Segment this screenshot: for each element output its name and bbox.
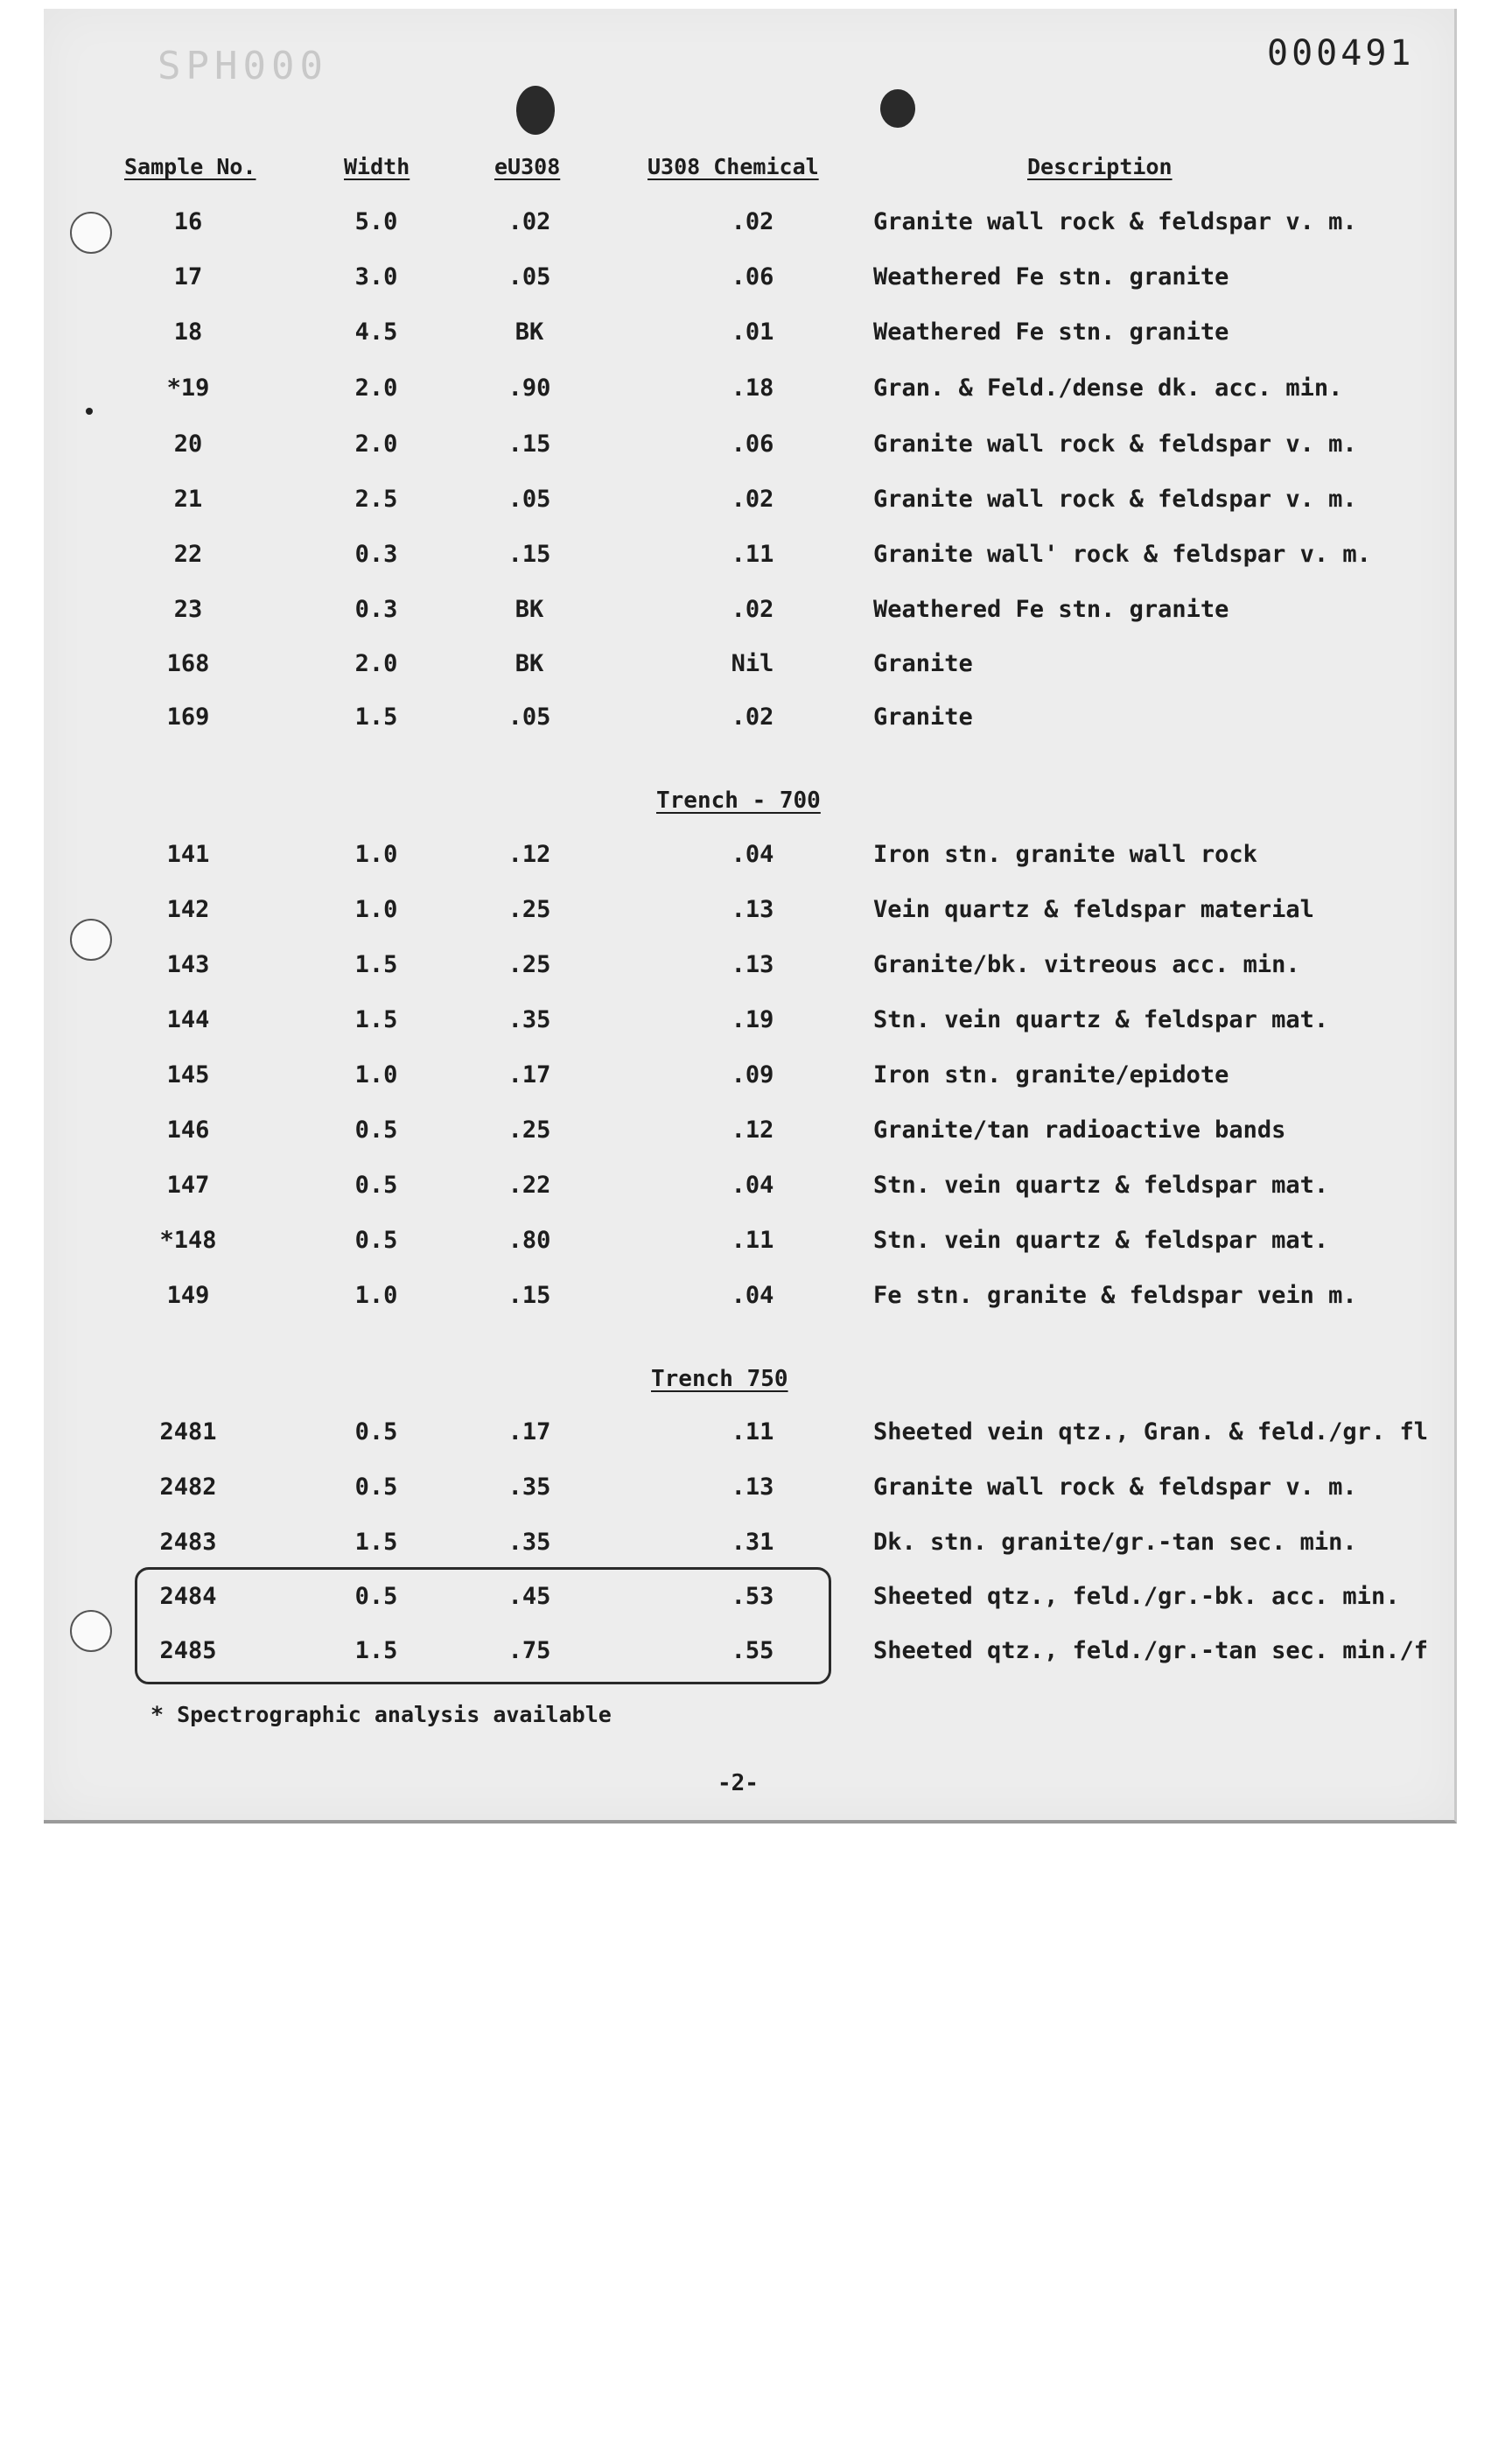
table-row: [44, 208, 1454, 243]
description-cell: Dk. stn. granite/gr.-tan sec. min.: [873, 1529, 1357, 1556]
eu308-cell: .17: [508, 1061, 551, 1088]
u308-chemical-cell: .09: [731, 1061, 774, 1088]
description-cell: Fe stn. granite & feldspar vein m.: [873, 1282, 1357, 1309]
sample-no-cell: 141: [166, 841, 210, 868]
description-cell: Granite/tan radioactive bands: [873, 1116, 1286, 1144]
eu308-cell: BK: [514, 318, 544, 346]
description-cell: Iron stn. granite/epidote: [873, 1061, 1229, 1088]
width-cell: 0.5: [354, 1583, 398, 1610]
eu308-cell: .75: [508, 1637, 551, 1664]
sample-no-cell: 17: [173, 263, 203, 290]
eu308-cell: BK: [514, 650, 544, 677]
u308-chemical-cell: .11: [731, 1227, 774, 1254]
u308-chemical-cell: .02: [731, 486, 774, 513]
u308-chemical-cell: .02: [731, 208, 774, 235]
table-row: [44, 1474, 1454, 1508]
eu308-cell: .22: [508, 1172, 551, 1199]
description-cell: Granite: [873, 704, 973, 731]
u308-chemical-cell: .13: [731, 1474, 774, 1501]
width-cell: 1.5: [354, 1637, 398, 1664]
eu308-cell: .12: [508, 841, 551, 868]
u308-chemical-cell: .01: [731, 318, 774, 346]
table-row: [44, 1061, 1454, 1096]
sample-no-cell: 20: [173, 430, 203, 458]
table-row: [44, 896, 1454, 931]
sample-no-cell: 2482: [159, 1474, 217, 1501]
sample-no-cell: 146: [166, 1116, 210, 1144]
eu308-cell: .15: [508, 430, 551, 458]
description-cell: Granite wall' rock & feldspar v. m.: [873, 541, 1371, 568]
description-cell: Stn. vein quartz & feldspar mat.: [873, 1227, 1329, 1254]
u308-chemical-cell: .18: [731, 374, 774, 402]
document-number: 000491: [1267, 33, 1415, 74]
sample-no-cell: 143: [166, 951, 210, 978]
width-cell: 0.5: [354, 1116, 398, 1144]
u308-chemical-cell: Nil: [731, 650, 774, 677]
width-cell: 2.0: [354, 374, 398, 402]
description-cell: Granite/bk. vitreous acc. min.: [873, 951, 1300, 978]
width-cell: 2.0: [354, 430, 398, 458]
description-cell: Granite wall rock & feldspar v. m.: [873, 430, 1357, 458]
u308-chemical-cell: .06: [731, 263, 774, 290]
punch-mark-left: [516, 86, 555, 135]
sample-no-cell: 23: [173, 596, 203, 623]
table-row: [44, 1418, 1454, 1453]
sample-no-cell: 21: [173, 486, 203, 513]
u308-chemical-cell: .12: [731, 1116, 774, 1144]
width-cell: 0.5: [354, 1418, 398, 1446]
table-row: [44, 1282, 1454, 1317]
sample-no-cell: 147: [166, 1172, 210, 1199]
eu308-cell: .05: [508, 704, 551, 731]
u308-chemical-cell: .13: [731, 896, 774, 923]
u308-chemical-cell: .11: [731, 1418, 774, 1446]
faint-stamp: SPH000: [158, 44, 328, 88]
footnote: * Spectrographic analysis available: [150, 1702, 612, 1727]
table-row: [44, 1227, 1454, 1262]
width-cell: 0.3: [354, 541, 398, 568]
table-row: [44, 263, 1454, 298]
description-cell: Weathered Fe stn. granite: [873, 596, 1229, 623]
sample-no-cell: *148: [159, 1227, 217, 1254]
eu308-cell: .02: [508, 208, 551, 235]
table-row: [44, 951, 1454, 986]
highlight-box: [135, 1567, 831, 1684]
eu308-cell: .15: [508, 1282, 551, 1309]
section-title-trench-700: Trench - 700: [656, 788, 821, 814]
width-cell: 0.5: [354, 1172, 398, 1199]
description-cell: Weathered Fe stn. granite: [873, 263, 1229, 290]
sample-no-cell: *19: [166, 374, 210, 402]
width-cell: 1.0: [354, 1282, 398, 1309]
u308-chemical-cell: .53: [731, 1583, 774, 1610]
table-row: [44, 318, 1454, 354]
u308-chemical-cell: .02: [731, 596, 774, 623]
width-cell: 3.0: [354, 263, 398, 290]
sample-no-cell: 2484: [159, 1583, 217, 1610]
width-cell: 1.5: [354, 1006, 398, 1033]
sample-no-cell: 142: [166, 896, 210, 923]
header-eu308: eU308: [494, 154, 561, 179]
eu308-cell: .25: [508, 1116, 551, 1144]
eu308-cell: .45: [508, 1583, 551, 1610]
sample-no-cell: 18: [173, 318, 203, 346]
table-row: [44, 1116, 1454, 1152]
width-cell: 1.5: [354, 1529, 398, 1556]
description-cell: Iron stn. granite wall rock: [873, 841, 1257, 868]
width-cell: 0.3: [354, 596, 398, 623]
sample-no-cell: 2481: [159, 1418, 217, 1446]
width-cell: 0.5: [354, 1227, 398, 1254]
width-cell: 2.0: [354, 650, 398, 677]
table-row: [44, 650, 1454, 685]
width-cell: 0.5: [354, 1474, 398, 1501]
sample-no-cell: 22: [173, 541, 203, 568]
eu308-cell: .90: [508, 374, 551, 402]
description-cell: Sheeted vein qtz., Gran. & feld./gr. fl: [873, 1418, 1428, 1446]
u308-chemical-cell: .55: [731, 1637, 774, 1664]
width-cell: 1.5: [354, 704, 398, 731]
sample-no-cell: 2483: [159, 1529, 217, 1556]
table-row: [44, 841, 1454, 876]
eu308-cell: .25: [508, 896, 551, 923]
eu308-cell: .05: [508, 263, 551, 290]
table-row: [44, 541, 1454, 576]
description-cell: Stn. vein quartz & feldspar mat.: [873, 1172, 1329, 1199]
u308-chemical-cell: .04: [731, 1172, 774, 1199]
u308-chemical-cell: .06: [731, 430, 774, 458]
u308-chemical-cell: .31: [731, 1529, 774, 1556]
table-row: [44, 374, 1454, 410]
width-cell: 4.5: [354, 318, 398, 346]
description-cell: Weathered Fe stn. granite: [873, 318, 1229, 346]
width-cell: 1.0: [354, 1061, 398, 1088]
description-cell: Granite wall rock & feldspar v. m.: [873, 486, 1357, 513]
u308-chemical-cell: .04: [731, 1282, 774, 1309]
table-row: [44, 1529, 1454, 1564]
punch-mark-right: [880, 89, 915, 128]
header-width: Width: [344, 154, 410, 179]
table-row: [44, 596, 1454, 631]
page-number: -2-: [718, 1770, 759, 1796]
eu308-cell: .80: [508, 1227, 551, 1254]
eu308-cell: .15: [508, 541, 551, 568]
eu308-cell: .35: [508, 1474, 551, 1501]
sample-no-cell: 2485: [159, 1637, 217, 1664]
eu308-cell: BK: [514, 596, 544, 623]
description-cell: Granite: [873, 650, 973, 677]
sample-no-cell: 144: [166, 1006, 210, 1033]
u308-chemical-cell: .04: [731, 841, 774, 868]
u308-chemical-cell: .13: [731, 951, 774, 978]
width-cell: 1.0: [354, 896, 398, 923]
eu308-cell: .35: [508, 1529, 551, 1556]
description-cell: Granite wall rock & feldspar v. m.: [873, 1474, 1357, 1501]
sample-no-cell: 168: [166, 650, 210, 677]
width-cell: 1.5: [354, 951, 398, 978]
description-cell: Gran. & Feld./dense dk. acc. min.: [873, 374, 1343, 402]
u308-chemical-cell: .19: [731, 1006, 774, 1033]
description-cell: Stn. vein quartz & feldspar mat.: [873, 1006, 1329, 1033]
header-u308-chemical: U308 Chemical: [648, 154, 819, 179]
table-row: [44, 704, 1454, 738]
sample-no-cell: 169: [166, 704, 210, 731]
width-cell: 2.5: [354, 486, 398, 513]
section-title-trench-750: Trench 750: [651, 1366, 788, 1392]
header-sample-no: Sample No.: [124, 154, 256, 179]
table-row: [44, 430, 1454, 466]
description-cell: Sheeted qtz., feld./gr.-bk. acc. min.: [873, 1583, 1400, 1610]
table-row: [44, 486, 1454, 521]
eu308-cell: .35: [508, 1006, 551, 1033]
header-description: Description: [1027, 154, 1172, 179]
document-page: [44, 9, 1457, 1824]
u308-chemical-cell: .02: [731, 704, 774, 731]
eu308-cell: .17: [508, 1418, 551, 1446]
description-cell: Granite wall rock & feldspar v. m.: [873, 208, 1357, 235]
eu308-cell: .05: [508, 486, 551, 513]
table-row: [44, 1006, 1454, 1041]
table-row: [44, 1172, 1454, 1207]
sample-no-cell: 16: [173, 208, 203, 235]
width-cell: 5.0: [354, 208, 398, 235]
width-cell: 1.0: [354, 841, 398, 868]
description-cell: Sheeted qtz., feld./gr.-tan sec. min./f: [873, 1637, 1428, 1664]
sample-no-cell: 145: [166, 1061, 210, 1088]
sample-no-cell: 149: [166, 1282, 210, 1309]
description-cell: Vein quartz & feldspar material: [873, 896, 1314, 923]
eu308-cell: .25: [508, 951, 551, 978]
u308-chemical-cell: .11: [731, 541, 774, 568]
